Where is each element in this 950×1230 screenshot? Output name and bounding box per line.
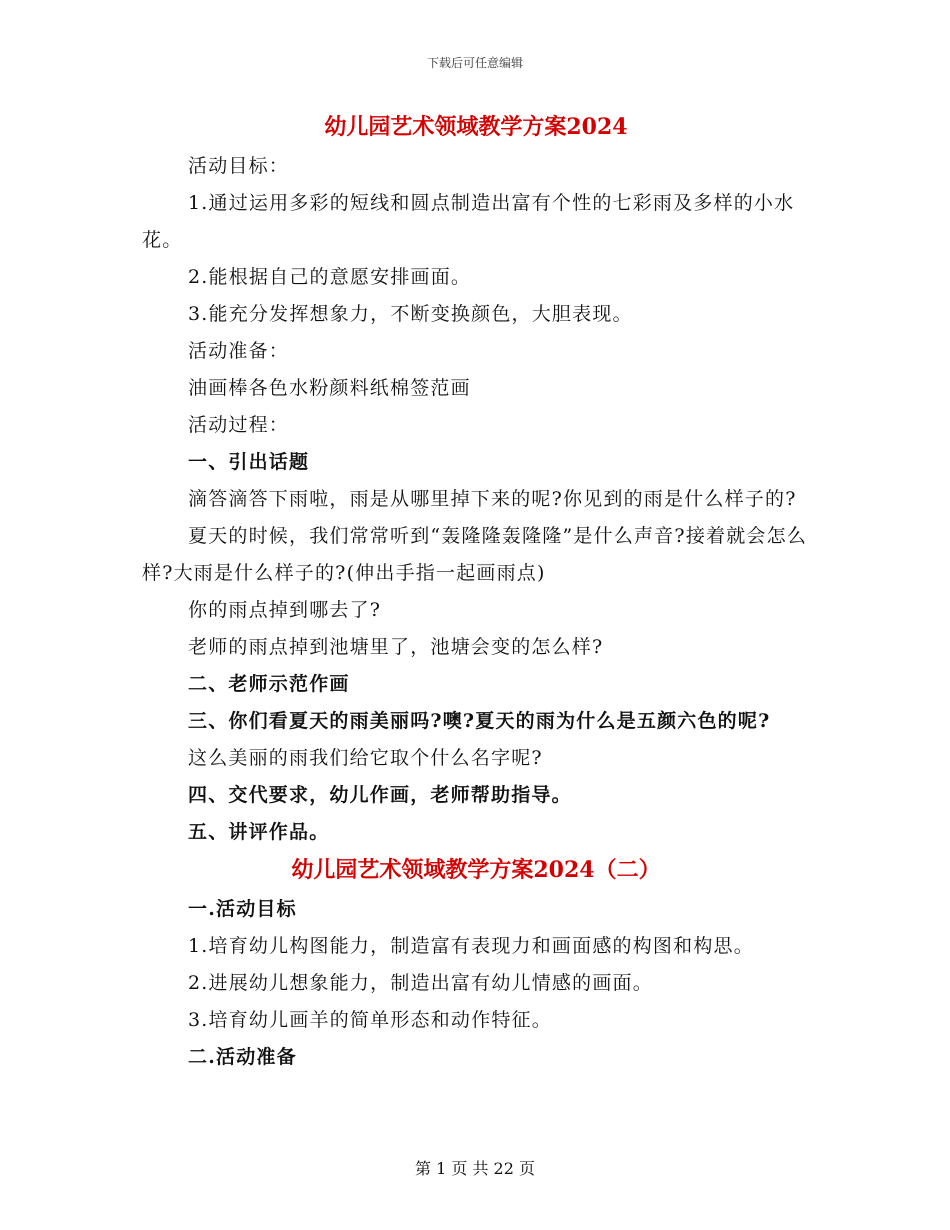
section-heading: 二.活动准备	[188, 1046, 297, 1068]
section-heading: 五、讲评作品。	[188, 821, 330, 843]
section-heading: 一、引出话题	[188, 451, 310, 473]
paragraph: 2.进展幼儿想象能力，制造出富有幼儿情感的画面。	[188, 972, 653, 994]
paragraph: 活动准备：	[188, 340, 290, 362]
section-heading: 一.活动目标	[188, 898, 297, 920]
section-heading: 二、老师示范作画	[188, 673, 350, 695]
document-body	[142, 108, 810, 1076]
paragraph: 油画棒各色水粉颜料纸棉签范画	[188, 377, 471, 399]
paragraph: 这么美丽的雨我们给它取个什么名字呢?	[188, 747, 543, 769]
paragraph: 3.能充分发挥想象力，不断变换颜色，大胆表现。	[188, 303, 633, 325]
paragraph: 活动过程：	[188, 414, 290, 436]
paragraph: 1.培育幼儿构图能力，制造富有表现力和画面感的构图和构思。	[188, 935, 754, 957]
document-subtitle: 幼儿园艺术领域教学方案2024（二）	[291, 857, 661, 883]
paragraph: 滴答滴答下雨啦，雨是从哪里掉下来的呢?你见到的雨是什么样子的?	[188, 488, 797, 510]
section-heading: 四、交代要求，幼儿作画，老师帮助指导。	[188, 784, 572, 806]
section-heading: 三、你们看夏天的雨美丽吗?噢?夏天的雨为什么是五颜六色的呢?	[188, 710, 771, 732]
paragraph: 2.能根据自己的意愿安排画面。	[188, 266, 472, 288]
header-note: 下载后可任意编辑	[426, 56, 523, 70]
paragraph: 3.培育幼儿画羊的简单形态和动作特征。	[188, 1009, 552, 1031]
paragraph: 老师的雨点掉到池塘里了，池塘会变的怎么样?	[188, 636, 604, 658]
paragraph: 1.通过运用多彩的短线和圆点制造出富有个性的七彩雨及多样的小水花。	[142, 192, 795, 251]
paragraph: 夏天的时候，我们常常听到“轰隆隆轰隆隆”是什么声音?接着就会怎么样?大雨是什么样子的?(伸出手指一起画雨点)	[142, 525, 808, 584]
document-title: 幼儿园艺术领域教学方案2024	[324, 114, 628, 140]
paragraph: 活动目标：	[188, 155, 290, 177]
page-footer: 第 1 页 共 22 页	[415, 1159, 535, 1178]
paragraph: 你的雨点掉到哪去了?	[188, 599, 382, 621]
